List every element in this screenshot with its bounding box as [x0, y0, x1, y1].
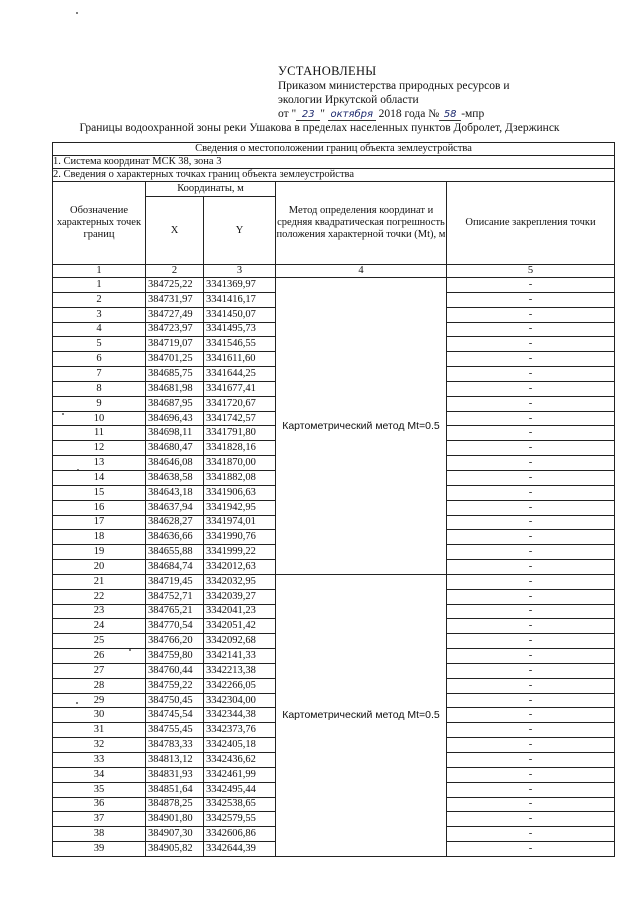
- point-number: 17: [53, 515, 146, 530]
- point-number: 27: [53, 663, 146, 678]
- coord-y: 3342579,55: [204, 812, 276, 827]
- coord-x: 384637,94: [146, 500, 204, 515]
- coord-y: 3341546,55: [204, 337, 276, 352]
- boundary-points-table: [52, 142, 615, 857]
- point-description: -: [447, 307, 615, 322]
- point-description: -: [447, 352, 615, 367]
- coord-x: 384759,22: [146, 678, 204, 693]
- point-description: -: [447, 426, 615, 441]
- coord-x: 384698,11: [146, 426, 204, 441]
- coord-x: 384765,21: [146, 604, 204, 619]
- point-description: -: [447, 693, 615, 708]
- coord-x: 384684,74: [146, 560, 204, 575]
- point-number: 26: [53, 649, 146, 664]
- point-description: -: [447, 500, 615, 515]
- point-description: -: [447, 738, 615, 753]
- point-description: -: [447, 678, 615, 693]
- coord-x: 384681,98: [146, 381, 204, 396]
- approval-date-line: [278, 107, 608, 121]
- coord-x: 384813,12: [146, 753, 204, 768]
- header-x: X: [146, 197, 204, 265]
- coord-x: 384719,45: [146, 574, 204, 589]
- scan-speck: [76, 12, 78, 14]
- method-group-1: Картометрический метод Mt=0.5: [276, 278, 447, 575]
- point-number: 31: [53, 723, 146, 738]
- coord-x: 384643,18: [146, 485, 204, 500]
- handwritten-month: октября: [328, 109, 376, 121]
- coord-x: 384731,97: [146, 292, 204, 307]
- coord-x: 384638,58: [146, 470, 204, 485]
- point-description: -: [447, 530, 615, 545]
- coord-x: 384636,66: [146, 530, 204, 545]
- approval-line-1: Приказом министерства природных ресурсов и: [278, 80, 510, 92]
- point-description: -: [447, 574, 615, 589]
- point-number: 24: [53, 619, 146, 634]
- point-number: 32: [53, 738, 146, 753]
- coord-y: 3342495,44: [204, 782, 276, 797]
- point-number: 37: [53, 812, 146, 827]
- coord-y: 3341416,17: [204, 292, 276, 307]
- coord-y: 3341942,95: [204, 500, 276, 515]
- point-number: 12: [53, 441, 146, 456]
- point-number: 20: [53, 560, 146, 575]
- header-y: Y: [204, 197, 276, 265]
- coord-y: 3342644,39: [204, 842, 276, 857]
- point-number: 8: [53, 381, 146, 396]
- coord-y: 3342032,95: [204, 574, 276, 589]
- point-description: -: [447, 367, 615, 382]
- point-number: 18: [53, 530, 146, 545]
- point-description: -: [447, 797, 615, 812]
- approval-line-2: экологии Иркутской области: [278, 94, 419, 106]
- point-description: -: [447, 619, 615, 634]
- point-number: 2: [53, 292, 146, 307]
- point-number: 39: [53, 842, 146, 857]
- coord-y: 3342344,38: [204, 708, 276, 723]
- coord-y: 3342039,27: [204, 589, 276, 604]
- coord-x: 384646,08: [146, 456, 204, 471]
- coord-x: 384719,07: [146, 337, 204, 352]
- header-method: Метод определения координат и средняя квадратическая погрешность положения характерной точки (Mt), м: [276, 182, 447, 265]
- coord-x: 384745,54: [146, 708, 204, 723]
- coord-x: 384755,45: [146, 723, 204, 738]
- coord-x: 384680,47: [146, 441, 204, 456]
- coord-x: 384750,45: [146, 693, 204, 708]
- coord-x: 384766,20: [146, 634, 204, 649]
- handwritten-order-number: 58: [439, 109, 461, 121]
- header-coordinates: Координаты, м: [146, 182, 276, 197]
- column-number: 4: [276, 265, 447, 278]
- point-description: -: [447, 753, 615, 768]
- coord-y: 3341611,60: [204, 352, 276, 367]
- point-description: -: [447, 604, 615, 619]
- point-number: 13: [53, 456, 146, 471]
- point-description: -: [447, 634, 615, 649]
- point-number: 29: [53, 693, 146, 708]
- approval-heading: УСТАНОВЛЕНЫ: [278, 64, 377, 78]
- point-number: 6: [53, 352, 146, 367]
- coord-x: 384907,30: [146, 827, 204, 842]
- coord-y: 3342141,33: [204, 649, 276, 664]
- section-1-row: [53, 156, 615, 169]
- coord-x: 384628,27: [146, 515, 204, 530]
- point-description: -: [447, 322, 615, 337]
- point-description: -: [447, 723, 615, 738]
- approval-stamp: [278, 64, 608, 121]
- coord-x: 384687,95: [146, 396, 204, 411]
- point-number: 7: [53, 367, 146, 382]
- date-day-suffix: ": [320, 108, 325, 120]
- point-number: 1: [53, 278, 146, 293]
- order-suffix: -мпр: [461, 108, 485, 120]
- coord-y: 3341974,01: [204, 515, 276, 530]
- point-description: -: [447, 441, 615, 456]
- header-description: Описание закрепления точки: [447, 182, 615, 265]
- coord-x: 384696,43: [146, 411, 204, 426]
- coord-y: 3341495,73: [204, 322, 276, 337]
- point-number: 23: [53, 604, 146, 619]
- point-description: -: [447, 812, 615, 827]
- coord-y: 3341870,00: [204, 456, 276, 471]
- point-number: 28: [53, 678, 146, 693]
- coord-y: 3341644,25: [204, 367, 276, 382]
- coord-x: 384727,49: [146, 307, 204, 322]
- coord-x: 384685,75: [146, 367, 204, 382]
- section-1-label: 1. Система координат МСК 38, зона 3: [53, 156, 615, 169]
- document-title: Границы водоохранной зоны реки Ушакова в пределах населенных пунктов Добролет, Дзержинск: [79, 122, 560, 134]
- point-number: 33: [53, 753, 146, 768]
- header-point: Обозначение характерных точек границ: [53, 182, 146, 265]
- coord-y: 3342012,63: [204, 560, 276, 575]
- point-description: -: [447, 842, 615, 857]
- coord-y: 3341999,22: [204, 545, 276, 560]
- point-number: 36: [53, 797, 146, 812]
- coord-x: 384901,80: [146, 812, 204, 827]
- point-number: 15: [53, 485, 146, 500]
- coord-y: 3341742,57: [204, 411, 276, 426]
- coord-y: 3341828,16: [204, 441, 276, 456]
- point-number: 19: [53, 545, 146, 560]
- column-number: 3: [204, 265, 276, 278]
- coord-x: 384760,44: [146, 663, 204, 678]
- coord-x: 384770,54: [146, 619, 204, 634]
- table-title-row: [53, 143, 615, 156]
- point-description: -: [447, 396, 615, 411]
- point-description: -: [447, 381, 615, 396]
- point-description: -: [447, 708, 615, 723]
- point-description: -: [447, 560, 615, 575]
- point-number: 4: [53, 322, 146, 337]
- coord-y: 3341791,80: [204, 426, 276, 441]
- point-number: 25: [53, 634, 146, 649]
- coord-x: 384831,93: [146, 767, 204, 782]
- point-description: -: [447, 485, 615, 500]
- coord-y: 3342041,23: [204, 604, 276, 619]
- coord-x: 384905,82: [146, 842, 204, 857]
- coord-y: 3342092,68: [204, 634, 276, 649]
- point-description: -: [447, 767, 615, 782]
- coord-y: 3342304,00: [204, 693, 276, 708]
- table-row: [53, 278, 615, 293]
- point-description: -: [447, 278, 615, 293]
- coord-y: 3341369,97: [204, 278, 276, 293]
- point-description: -: [447, 589, 615, 604]
- point-description: -: [447, 337, 615, 352]
- point-number: 3: [53, 307, 146, 322]
- coord-y: 3342051,42: [204, 619, 276, 634]
- coord-x: 384723,97: [146, 322, 204, 337]
- point-description: -: [447, 827, 615, 842]
- point-description: -: [447, 663, 615, 678]
- section-2-label: 2. Сведения о характерных точках границ объекта землеустройства: [53, 169, 615, 182]
- table-row: [53, 574, 615, 589]
- point-number: 34: [53, 767, 146, 782]
- point-description: -: [447, 292, 615, 307]
- coord-y: 3341677,41: [204, 381, 276, 396]
- point-description: -: [447, 411, 615, 426]
- point-description: -: [447, 649, 615, 664]
- point-number: 14: [53, 470, 146, 485]
- point-description: -: [447, 782, 615, 797]
- table-title: Сведения о местоположении границ объекта землеустройства: [53, 143, 615, 156]
- point-number: 16: [53, 500, 146, 515]
- header-row-top: [53, 182, 615, 197]
- coord-y: 3341450,07: [204, 307, 276, 322]
- point-number: 22: [53, 589, 146, 604]
- coord-y: 3342606,86: [204, 827, 276, 842]
- point-number: 35: [53, 782, 146, 797]
- coord-x: 384655,88: [146, 545, 204, 560]
- coord-y: 3341882,08: [204, 470, 276, 485]
- coord-x: 384752,71: [146, 589, 204, 604]
- coord-x: 384851,64: [146, 782, 204, 797]
- method-group-2: Картометрический метод Mt=0.5: [276, 574, 447, 856]
- handwritten-day: 23: [296, 109, 320, 121]
- column-number-row: [53, 265, 615, 278]
- coord-y: 3342436,62: [204, 753, 276, 768]
- point-number: 21: [53, 574, 146, 589]
- date-year: 2018 года №: [378, 108, 440, 120]
- coord-y: 3342405,18: [204, 738, 276, 753]
- coord-y: 3342538,65: [204, 797, 276, 812]
- column-number: 1: [53, 265, 146, 278]
- point-number: 11: [53, 426, 146, 441]
- coord-x: 384878,25: [146, 797, 204, 812]
- point-description: -: [447, 545, 615, 560]
- point-number: 5: [53, 337, 146, 352]
- point-description: -: [447, 515, 615, 530]
- coord-y: 3341906,63: [204, 485, 276, 500]
- point-number: 30: [53, 708, 146, 723]
- point-description: -: [447, 456, 615, 471]
- point-description: -: [447, 470, 615, 485]
- column-number: 5: [447, 265, 615, 278]
- coord-y: 3342213,38: [204, 663, 276, 678]
- coord-y: 3341990,76: [204, 530, 276, 545]
- column-number: 2: [146, 265, 204, 278]
- coord-y: 3342266,05: [204, 678, 276, 693]
- coord-y: 3342461,99: [204, 767, 276, 782]
- coord-y: 3342373,76: [204, 723, 276, 738]
- coord-x: 384783,33: [146, 738, 204, 753]
- date-prefix: от ": [278, 108, 297, 120]
- coord-y: 3341720,67: [204, 396, 276, 411]
- point-number: 38: [53, 827, 146, 842]
- coord-x: 384725,22: [146, 278, 204, 293]
- section-2-row: [53, 169, 615, 182]
- coord-x: 384701,25: [146, 352, 204, 367]
- coord-x: 384759,80: [146, 649, 204, 664]
- point-number: 9: [53, 396, 146, 411]
- point-number: 10: [53, 411, 146, 426]
